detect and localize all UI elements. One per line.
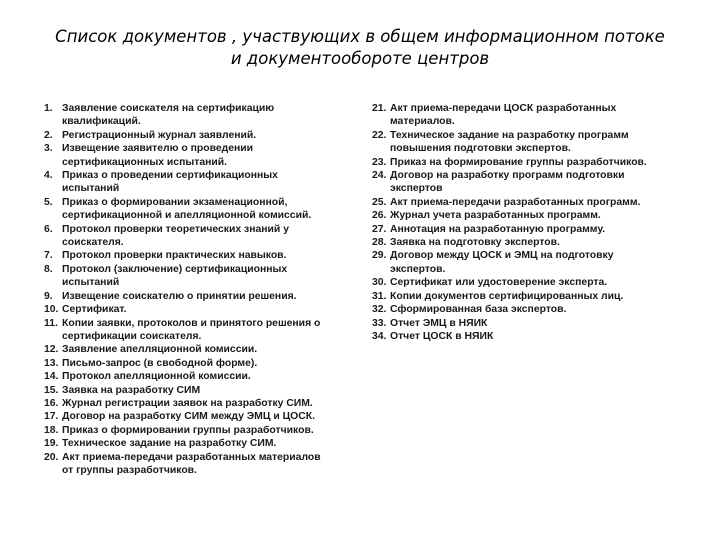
document-number: 2. xyxy=(44,129,53,141)
document-text-line: Копии документов сертифицированных лиц. xyxy=(390,290,624,302)
document-list-item xyxy=(372,290,690,303)
document-number: 3. xyxy=(44,143,53,155)
document-list-item xyxy=(372,209,690,222)
slide-title-line-1: Список документов , участвующих в общем информационном потоке xyxy=(55,27,665,46)
document-number: 24. xyxy=(372,170,387,182)
document-text-line: Извещение соискателю о принятии решения. xyxy=(62,290,297,302)
document-list-item xyxy=(44,263,366,290)
document-number: 11. xyxy=(44,317,58,329)
document-list-item xyxy=(44,357,366,370)
document-list-item xyxy=(44,437,366,450)
document-number: 23. xyxy=(372,156,387,168)
document-text-line: соискателя. xyxy=(62,237,124,249)
document-number: 26. xyxy=(372,210,387,222)
document-number: 7. xyxy=(44,250,53,262)
document-number: 32. xyxy=(372,304,387,316)
document-number: 6. xyxy=(44,223,53,235)
document-text-line: квалификаций. xyxy=(62,116,141,128)
slide-title xyxy=(20,26,700,70)
document-text-line: Сертификат. xyxy=(62,304,127,316)
document-text-line: сертификационной и апелляционной комиссий. xyxy=(62,210,312,222)
document-text-line: от группы разработчиков. xyxy=(62,464,197,476)
document-list-item xyxy=(372,276,690,289)
document-number: 31. xyxy=(372,290,387,302)
document-text-line: Заявка на подготовку экспертов. xyxy=(390,237,560,249)
document-number: 33. xyxy=(372,317,387,329)
document-text-line: Договор на разработку СИМ между ЭМЦ и ЦОСК. xyxy=(62,411,315,423)
document-list-item xyxy=(44,129,366,142)
document-list-item xyxy=(372,169,690,196)
document-text-line: Сертификат или удостоверение эксперта. xyxy=(390,277,608,289)
document-text-line: экспертов xyxy=(390,183,443,195)
document-number: 16. xyxy=(44,397,59,409)
document-list-item xyxy=(372,223,690,236)
document-text-line: Сформированная база экспертов. xyxy=(390,304,567,316)
document-number: 1. xyxy=(44,103,53,114)
document-text-line: Отчет ЭМЦ в НЯИК xyxy=(390,317,488,329)
document-text-line: Техническое задание на разработку СИМ. xyxy=(62,438,277,450)
document-text-line: Протокол (заключение) сертификационных xyxy=(62,263,288,275)
document-number: 17. xyxy=(44,411,59,423)
document-text-line: Заявление соискателя на сертификацию xyxy=(62,103,275,114)
document-text-line: Акт приема-передачи разработанных программ. xyxy=(390,196,641,208)
document-text-line: Приказ о формировании группы разработчиков. xyxy=(62,424,314,436)
document-number: 22. xyxy=(372,129,387,141)
document-list-item xyxy=(44,223,366,250)
document-number: 5. xyxy=(44,196,53,208)
document-list-item xyxy=(44,384,366,397)
document-number: 13. xyxy=(44,357,59,369)
document-list-item xyxy=(44,370,366,383)
document-list-item xyxy=(44,142,366,169)
document-list-item xyxy=(44,410,366,423)
document-list-item xyxy=(44,196,366,223)
document-text-line: сертификации соискателя. xyxy=(62,330,202,342)
document-text-line: испытаний xyxy=(62,183,120,195)
document-number: 34. xyxy=(372,330,387,342)
document-number: 12. xyxy=(44,344,59,356)
document-list-item xyxy=(372,303,690,316)
slide-title-line-2: и документообороте центров xyxy=(230,49,490,68)
document-list-item xyxy=(44,424,366,437)
document-list-item xyxy=(44,249,366,262)
document-number: 20. xyxy=(44,451,59,463)
document-text-line: Журнал регистрации заявок на разработку СИМ. xyxy=(62,397,313,409)
document-text-line: Отчет ЦОСК в НЯИК xyxy=(390,330,494,342)
document-list-item xyxy=(372,249,690,276)
document-list-item xyxy=(372,129,690,156)
document-number: 21. xyxy=(372,103,387,114)
document-number: 27. xyxy=(372,223,387,235)
document-text-line: Приказ на формирование группы разработчиков. xyxy=(390,156,647,168)
document-text-line: повышения подготовки экспертов. xyxy=(390,143,571,155)
document-list-item xyxy=(372,317,690,330)
document-number: 8. xyxy=(44,263,53,275)
document-text-line: Копии заявки, протоколов и принятого решения о xyxy=(62,317,321,329)
document-text-line: Протокол проверки теоретических знаний у xyxy=(62,223,289,235)
document-text-line: Протокол проверки практических навыков. xyxy=(62,250,287,262)
document-number: 4. xyxy=(44,170,53,182)
document-list-item xyxy=(44,397,366,410)
document-list-item xyxy=(372,102,690,129)
document-text-line: Протокол апелляционной комиссии. xyxy=(62,371,251,383)
document-list-item xyxy=(372,156,690,169)
document-number: 15. xyxy=(44,384,59,396)
document-list-item xyxy=(44,451,366,478)
document-number: 29. xyxy=(372,250,387,262)
document-text-line: Акт приема-передачи разработанных материалов xyxy=(62,451,321,463)
document-list-item xyxy=(44,102,366,129)
document-list-item xyxy=(372,330,690,343)
document-text-line: сертификационных испытаний. xyxy=(62,156,228,168)
document-list-right-column xyxy=(372,102,690,343)
document-list-item xyxy=(372,196,690,209)
document-text-line: Заявка на разработку СИМ xyxy=(62,384,201,396)
document-text-line: Договор на разработку программ подготовки xyxy=(390,170,625,182)
document-list-left-column xyxy=(44,102,366,477)
document-number: 14. xyxy=(44,371,59,383)
document-number: 25. xyxy=(372,196,387,208)
document-text-line: материалов. xyxy=(390,116,455,128)
document-list-item xyxy=(44,169,366,196)
document-list-item xyxy=(44,290,366,303)
document-text-line: Техническое задание на разработку программ xyxy=(390,129,629,141)
document-text-line: Акт приема-передачи ЦОСК разработанных xyxy=(390,103,617,114)
document-text-line: Приказ о формировании экзаменационной, xyxy=(62,196,288,208)
document-text-line: экспертов. xyxy=(390,263,446,275)
document-text-line: Регистрационный журнал заявлений. xyxy=(62,129,257,141)
document-list-item xyxy=(44,317,366,344)
document-number: 18. xyxy=(44,424,59,436)
document-text-line: Заявление апелляционной комиссии. xyxy=(62,344,258,356)
document-number: 10. xyxy=(44,304,59,316)
document-number: 28. xyxy=(372,237,387,249)
document-number: 30. xyxy=(372,277,387,289)
document-text-line: Письмо-запрос (в свободной форме). xyxy=(62,357,258,369)
document-text-line: Приказ о проведении сертификационных xyxy=(62,170,278,182)
document-list-item xyxy=(44,303,366,316)
document-list-item xyxy=(44,343,366,356)
document-text-line: Аннотация на разработанную программу. xyxy=(390,223,606,235)
document-text-line: испытаний xyxy=(62,277,120,289)
document-list-item xyxy=(372,236,690,249)
document-text-line: Договор между ЦОСК и ЭМЦ на подготовку xyxy=(390,250,614,262)
document-number: 9. xyxy=(44,290,53,302)
document-number: 19. xyxy=(44,438,59,450)
document-text-line: Журнал учета разработанных программ. xyxy=(390,210,601,222)
document-text-line: Извещение заявителю о проведении xyxy=(62,143,254,155)
